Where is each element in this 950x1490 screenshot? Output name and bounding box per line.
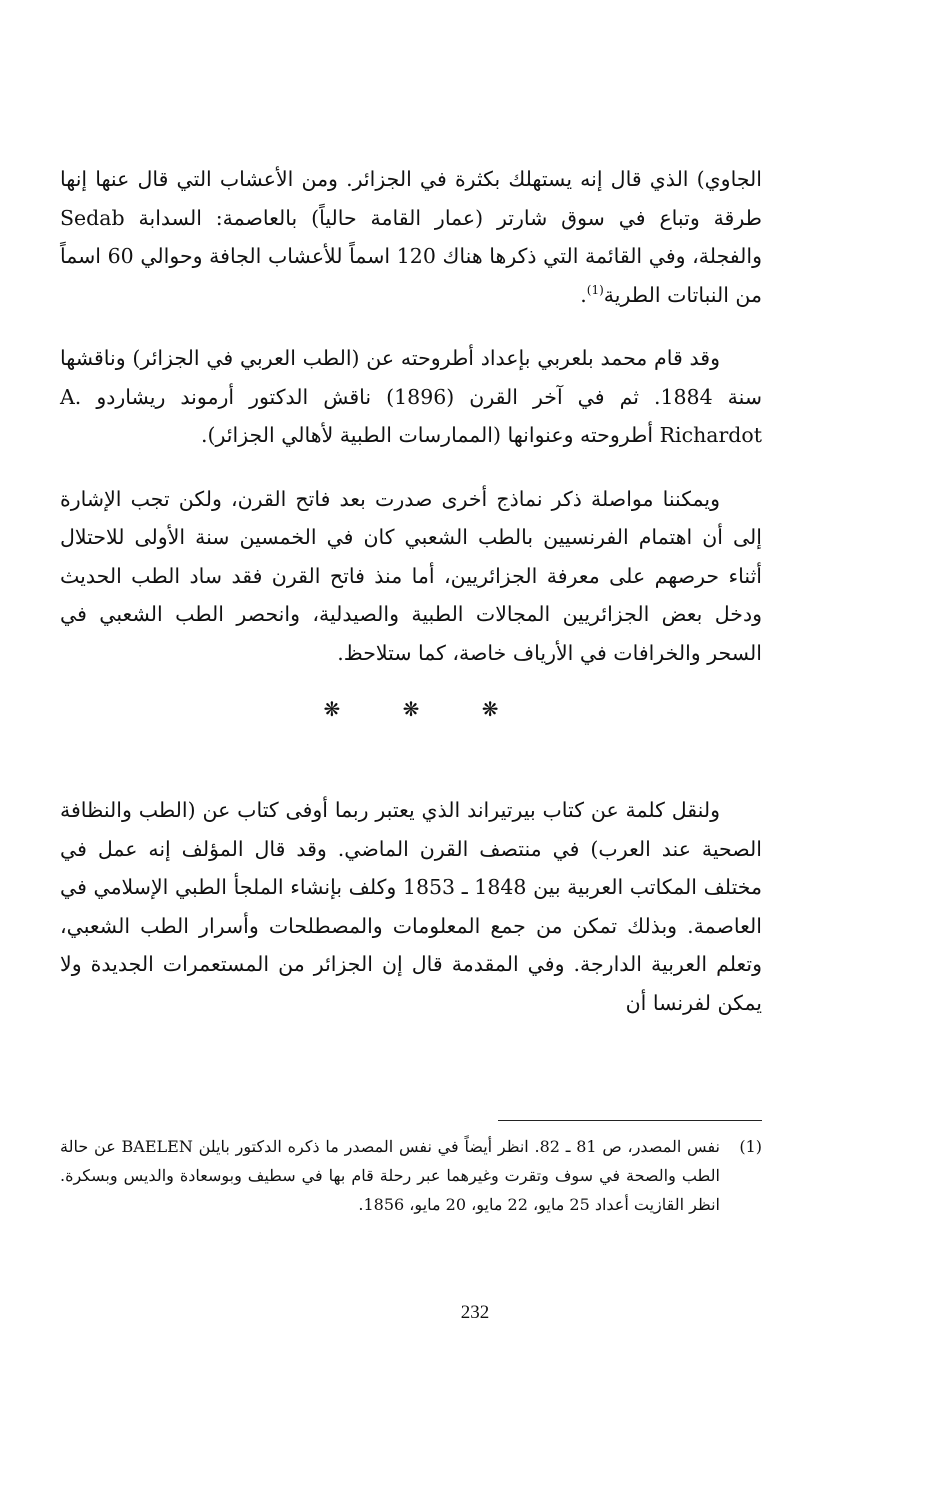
footnote	[60, 1132, 762, 1219]
footnote-divider	[498, 1120, 762, 1121]
paragraph-2: وقد قام محمد بلعربي بإعداد أطروحته عن (الطب العربي في الجزائر) وناقشها سنة 1884. ثم في آخر القرن (1896) ناقش الدكتور أرموند ريشاردو A. Richardot أطروحته وعنوانها (الممارسات الطبية لأهالي الجزائر).	[60, 346, 763, 447]
footnote-ref: (1)	[586, 282, 604, 297]
star-icon: ❋	[481, 697, 499, 721]
footnote-text: نفس المصدر، ص 81 ـ 82. انظر أيضاً في نفس المصدر ما ذكره الدكتور بايلن BAELEN عن حالة الطب والصحة في سوف وتقرت وغيرهما عبر رحلة قام بها في سطيف وبوسعادة والديس وبسكرة. انظر القازيت أعداد 25 مايو، 22 مايو، 20 مايو، 1856.	[60, 1137, 720, 1214]
footnote-number: (1)	[739, 1137, 762, 1156]
page-body	[60, 160, 762, 1047]
paragraph-1: الجاوي) الذي قال إنه يستهلك بكثرة في الجزائر. ومن الأعشاب التي قال عنها إنها طرقة وتباع في سوق شارتر (عمار القامة حالياً) بالعاصمة: السدابة Sedab والفجلة، وفي القائمة التي ذكرها هناك 120 اسماً للأعشاب الجافة وحوالي 60 اسماً من النباتات الطرية$^{(1)}$.	[60, 167, 763, 307]
page-number: 232	[460, 1302, 490, 1323]
paragraph-4: ولنقل كلمة عن كتاب بيرتيراند الذي يعتبر ربما أوفى كتاب عن (الطب والنظافة الصحية عند العرب) في منتصف القرن الماضي. وقد قال المؤلف إنه عمل في مختلف المكاتب العربية بين 1848 ـ 1853 وكلف بإنشاء الملجأ الطبي الإسلامي في العاصمة. وبذلك تمكن من جمع المعلومات والمصطلحات وأسرار الطب الشعبي، وتعلم العربية الدارجة. وفي المقدمة قال إن الجزائر من المستعمرات الجديدة ولا يمكن لفرنسا أن	[60, 798, 762, 1015]
paragraph-3: ويمكننا مواصلة ذكر نماذج أخرى صدرت بعد فاتح القرن، ولكن تجب الإشارة إلى أن اهتمام الفرنسيين بالطب الشعبي كان في الخمسين سنة الأولى للاحتلال أثناء حرصهم على معرفة الجزائريين، أما منذ فاتح القرن فقد ساد الطب الحديث ودخل بعض الجزائريين المجالات الطبية والصيدلية، وانحصر الطب الشعبي في السحر والخرافات في الأرياف خاصة، كما ستلاحظ.	[60, 486, 762, 665]
star-icon: ❋	[323, 697, 341, 721]
section-separator	[60, 697, 762, 721]
star-icon: ❋	[402, 697, 420, 721]
